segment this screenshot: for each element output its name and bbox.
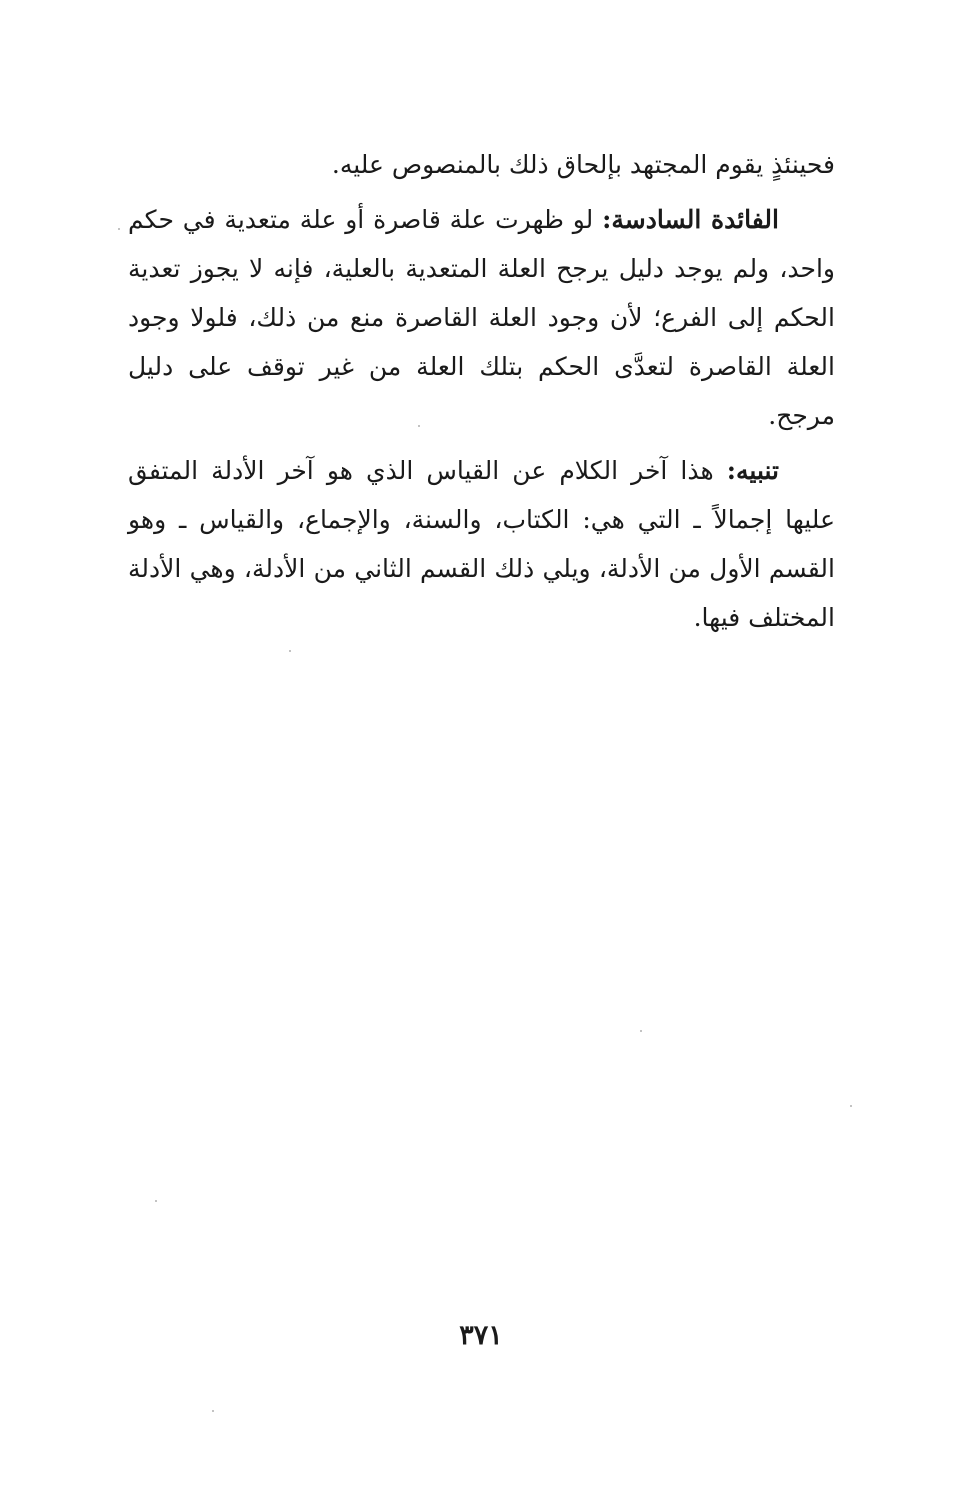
scan-speck (118, 228, 120, 230)
scan-speck (850, 1105, 852, 1107)
paragraph-text: لو ظهرت علة قاصرة أو علة متعدية في حكم واحد، ولم يوجد دليل يرجح العلة المتعدية بالعلية، فإنه لا يجوز تعدية الحكم إلى الفرع؛ لأن وجود العلة القاصرة منع من ذلك، فلولا وجود العلة القاصرة لتعدَّى الحكم بتلك العلة من غير توقف على دليل مرجح. (128, 205, 835, 430)
paragraph-sixth-benefit (128, 195, 835, 440)
paragraph-note (128, 446, 835, 642)
body-text (128, 140, 835, 642)
scan-speck (418, 425, 420, 427)
scan-speck (289, 650, 291, 652)
paragraph-text: فحينئذٍ يقوم المجتهد بإلحاق ذلك بالمنصوص عليه. (331, 150, 835, 179)
paragraph-text: هذا آخر الكلام عن القياس الذي هو آخر الأدلة المتفق عليها إجمالاً ـ التي هي: الكتاب، والسنة، والإجماع، والقياس ـ وهو القسم الأول من الأدلة، ويلي ذلك القسم الثاني من الأدلة، وهي الأدلة المختلف فيها. (128, 456, 835, 632)
paragraph-heading: تنبيه: (726, 456, 779, 485)
paragraph-continuation (128, 140, 835, 189)
scan-speck (640, 1030, 642, 1032)
paragraph-heading: الفائدة السادسة: (602, 205, 779, 234)
page-number: ٣٧١ (459, 1320, 503, 1351)
scan-speck (212, 1410, 214, 1412)
scan-speck (155, 1200, 157, 1202)
